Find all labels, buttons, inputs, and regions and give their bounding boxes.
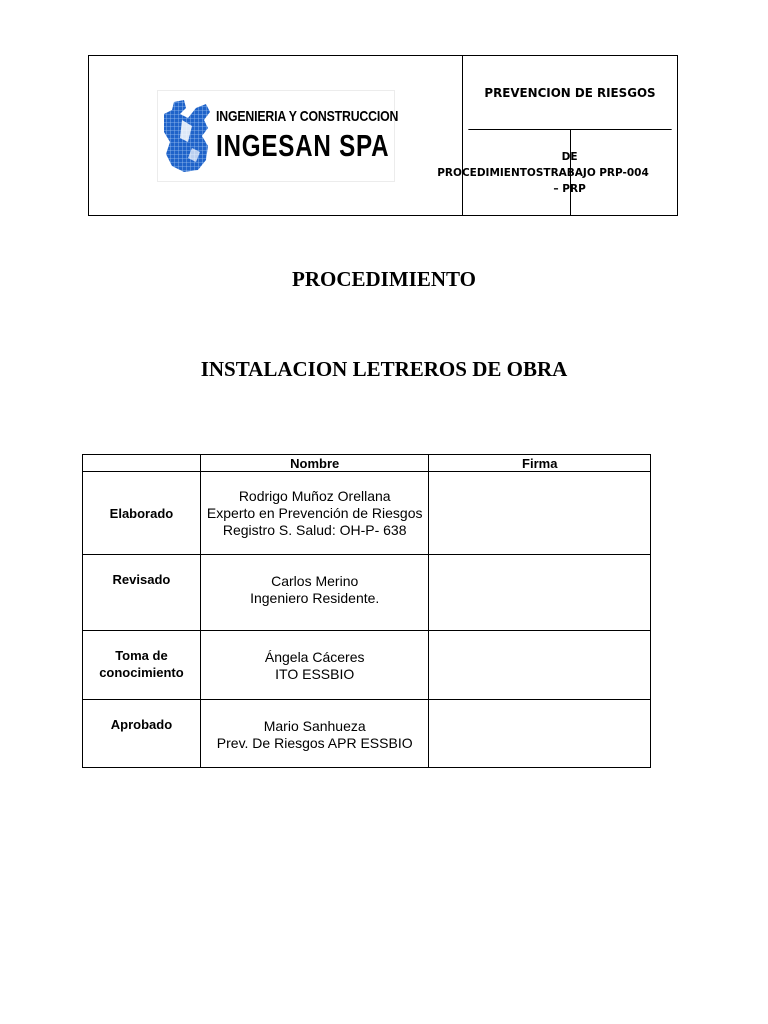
document-subject: INSTALACION LETREROS DE OBRA	[200, 357, 568, 381]
person-name: Mario Sanhueza	[263, 718, 366, 734]
logo-text-line2: INGESAN SPA	[215, 128, 389, 163]
role-elaborado: Elaborado	[83, 472, 201, 555]
role-line1: Toma de	[115, 648, 168, 663]
person-revisado	[200, 555, 429, 631]
table-row	[83, 472, 651, 555]
header-title: PREVENCION DE RIESGOS	[468, 56, 671, 130]
person-title: ITO ESSBIO	[275, 666, 355, 682]
role-revisado: Revisado	[83, 555, 201, 631]
header-signature: Firma	[429, 455, 651, 472]
header-name: Nombre	[200, 455, 429, 472]
person-name: Ángela Cáceres	[264, 649, 365, 665]
signature-revisado	[429, 555, 651, 631]
company-logo	[157, 90, 398, 182]
logo-emblem-icon	[162, 98, 212, 174]
person-aprobado	[200, 700, 429, 768]
document-heading: PROCEDIMIENTO	[292, 267, 476, 291]
role-aprobado: Aprobado	[83, 700, 201, 768]
role-toma-conocimiento	[83, 631, 201, 700]
logo-text-line1: INGENIERIA Y CONSTRUCCION	[215, 108, 398, 125]
signature-elaborado	[429, 472, 651, 555]
document-header	[88, 55, 678, 216]
procedure-type	[437, 130, 596, 215]
table-row	[83, 631, 651, 700]
role-line2: conocimiento	[99, 665, 184, 680]
signature-aprobado	[429, 700, 651, 768]
header-role	[83, 455, 201, 472]
person-title: Experto en Prevención de Riesgos	[206, 505, 423, 521]
table-row	[83, 555, 651, 631]
person-title: Ingeniero Residente.	[250, 590, 380, 606]
person-name: Rodrigo Muñoz Orellana	[238, 488, 391, 504]
header-bottom-row	[437, 130, 677, 215]
logo-cell	[89, 56, 463, 215]
person-elaborado	[200, 472, 429, 555]
person-title: Prev. De Riesgos APR ESSBIO	[216, 735, 413, 751]
signature-toma-conocimiento	[429, 631, 651, 700]
procedure-type-line1: PROCEDIMIENTOS	[437, 166, 544, 179]
person-registry: Registro S. Salud: OH-P- 638	[222, 522, 407, 538]
header-info	[437, 56, 677, 215]
approval-table	[82, 454, 651, 768]
document-code: PRP-004	[599, 166, 649, 179]
table-header-row	[83, 455, 651, 472]
procedure-type-line2: DE TRABAJO – PRP	[543, 150, 596, 195]
person-name: Carlos Merino	[271, 573, 359, 589]
table-row	[83, 700, 651, 768]
person-toma-conocimiento	[200, 631, 429, 700]
